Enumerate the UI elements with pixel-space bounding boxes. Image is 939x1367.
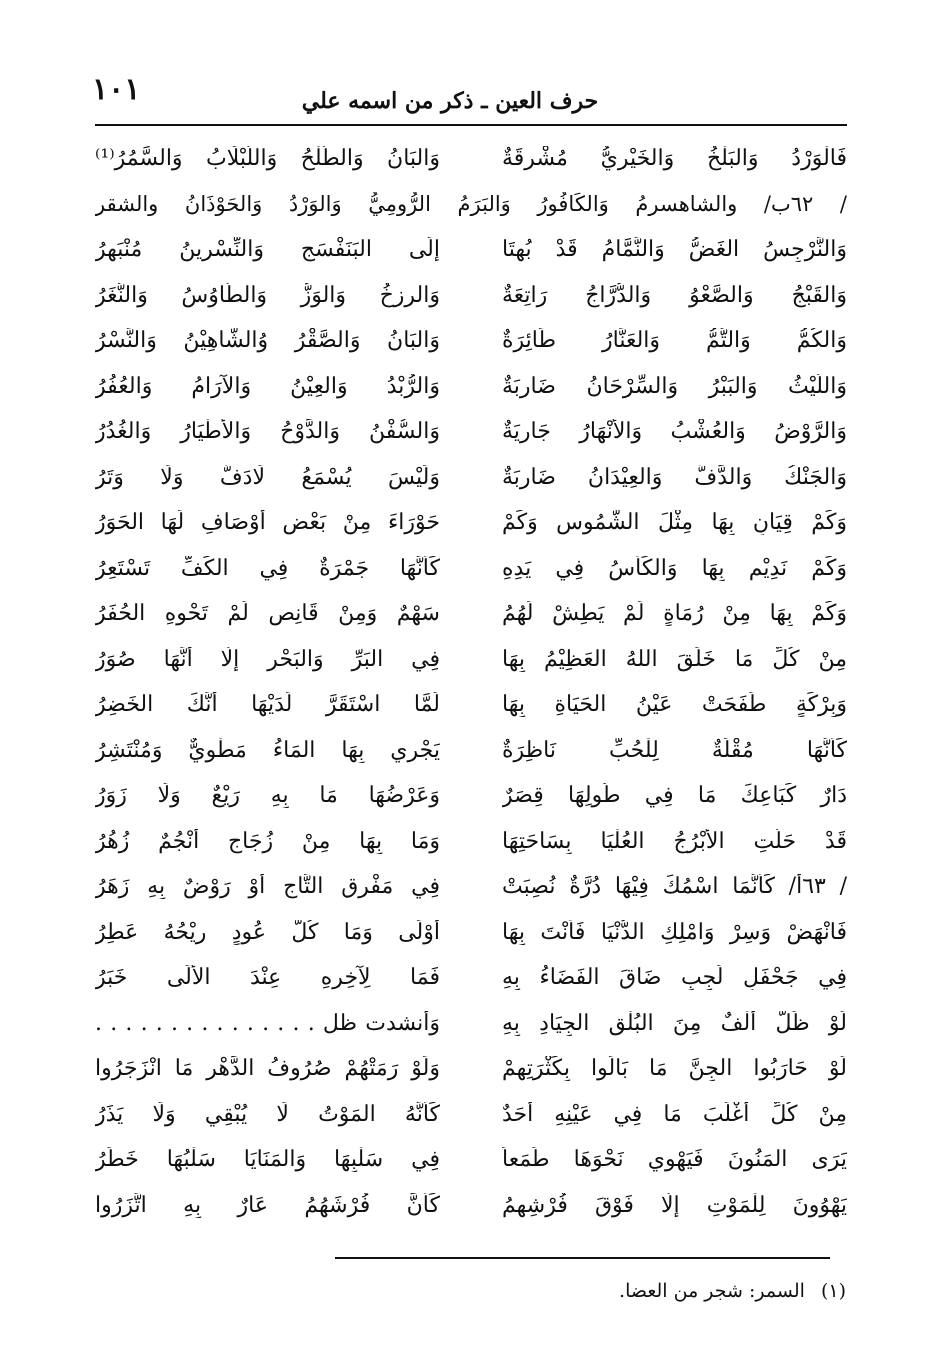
first-hemistich: كَأَنَّهَا مُقْلَةٌ لِلْحُبِّ نَاظِرَةٌ <box>502 737 847 763</box>
second-hemistich: وَالبَانُ وَالصَّقْرُ وُالشَّاهِيْنُ وَالنَّسْرُ <box>95 328 440 353</box>
first-hemistich: دَارٌ كَبَاعِكَ مَا فِي طُولِهَا قِصَرٌ <box>502 783 847 808</box>
first-hemistich: / ٦٣أ/ كَأَنَّمَا اسْمُكَ فِيْهَا دُرَّةٌ نُصِبَتْ <box>502 874 847 899</box>
verse-line <box>95 916 847 962</box>
verse-line <box>95 734 847 780</box>
first-hemistich: لَوْ حَارَبُوا الجِنَّ مَا بَالَوا بِكَثْرَتِهِمْ <box>502 1056 847 1081</box>
second-hemistich: فِي مَفْرِقِ التَّاجِ أَوْ رَوْضٌ بِهِ زَهَرُ <box>95 874 440 899</box>
poem-body <box>95 142 847 1234</box>
second-hemistich: وَالرزخُ وَالوَزُّ وَالطَّاوُسُ وَالنُّغَرُ <box>95 282 440 308</box>
second-hemistich: أَوْلَى وَمَا كُلُّ عُودٍ رِيْحُهُ عَطِرُ <box>95 919 440 945</box>
verse-line <box>95 1189 847 1235</box>
second-hemistich: سَهْمٌ وَمِنْ قَانِصٍ لَمْ تَحْوِهِ الحُفَرُ <box>95 601 440 626</box>
first-hemistich: فِي جَحْفَلٍ لَجِبٍ ضَاقَ الفَضَاءُ بِهِ <box>502 965 847 990</box>
first-hemistich: لَوْ ظَلَّ أَلْفٌ مِنَ البُلْقِ الجِيَادِ بِهِ <box>502 1010 847 1036</box>
verse-line <box>95 415 847 461</box>
verse-line <box>95 779 847 825</box>
verse-line <box>95 961 847 1007</box>
verse-line <box>95 1052 847 1098</box>
first-hemistich: وَالقَبْجُ وَالصَّعْوُ وَالدُّرَّاجُ رَاتِعَةٌ <box>502 282 847 308</box>
first-hemistich: فَالْوَرْدُ وَالبَلْخُ وَالخَيْرِيُّ مُشْرِقَةٌ <box>502 146 847 171</box>
second-hemistich: فَمَا لِآخِرِهِ عِنْدَ الأُلَى خَبَرُ <box>95 965 440 990</box>
verse-line <box>95 1007 847 1053</box>
first-hemistich: وَالرَّوْضُ وَالعُشْبُ وَالأَنْهَارُ جَارِيَةٌ <box>502 419 847 444</box>
verse-line <box>95 370 847 416</box>
verse-line <box>95 597 847 643</box>
second-hemistich: كَأَنَّ فُرْشَهُمُ عَارٌ بِهِ اتَّزَرُوا <box>95 1192 440 1218</box>
second-hemistich: وَمَا بِهَا مِنْ زُجَاجٍ أَنْجُمٌ زُهُرُ <box>95 828 440 854</box>
second-hemistich: وَأنشدت ظل . . . . . . . . . . . . . . . <box>95 1010 440 1036</box>
second-hemistich: كَأَنَّهَا جَمْرَةٌ فِي الكَفِّ تَسْتَعِرُ <box>95 555 440 581</box>
verse-line <box>95 1143 847 1189</box>
verse-line <box>95 461 847 507</box>
first-hemistich: فَانْهَضْ وَسِرْ وَامْلِكِ الدُّنْيَا فَأَنْتَ بِهَا <box>502 919 847 945</box>
second-hemistich: وَالبَانُ وَالطَّلْحُ وَاللَّبْلَابُ وَالسَّمُرُ⁽¹⁾ <box>95 146 440 171</box>
first-hemistich: وَكَمْ قِيَانٍ بِهَا مِثْلَ الشُّمُوسِ وَكَمْ <box>502 510 847 535</box>
second-hemistich: وَالرُّبْدُ وَالعِيْنُ وَالآرَامُ وَالعُفُرُ <box>95 373 440 399</box>
verse-line <box>95 506 847 552</box>
verse-line <box>95 643 847 689</box>
verse-line <box>95 324 847 370</box>
second-hemistich: وَلَوْ رَمَتْهُمْ صُرُوفُ الدَّهْرِ مَا انْزَجَرُوا <box>95 1056 440 1081</box>
first-hemistich: مِنْ كُلِّ مَا خَلَقَ اللهُ العَظِيْمُ بِهَا <box>502 646 847 672</box>
first-hemistich: وَبِرْكَةٍ طَفَحَتْ عَيْنُ الحَيَاةِ بِهَا <box>502 692 847 717</box>
verse-line <box>95 552 847 598</box>
second-hemistich: يَجْرِي بِهَا المَاءُ مَطْوِيٌّ وَمُنْتَشِرُ <box>95 737 440 763</box>
second-hemistich: وَالسُّفْنُ وَالدَّوْحُ وَالأَطْيَارُ وَالغُدُرُ <box>95 419 440 444</box>
second-hemistich: إِلَى البَنَفْسَجِ وَالنِّسْرِينُ مُنْبَهِرُ <box>95 237 440 262</box>
verse-line <box>95 870 847 916</box>
first-hemistich: وَالنَّرْجِسُ الغَضُّ وَالنَّمَّامُ قَدْ بُهِتَا <box>502 237 847 262</box>
second-hemistich: فِي سَلْبِهَا وَالمَنَايَا سَلْبُهَا خَطَرُ <box>95 1147 440 1172</box>
first-hemistich: مِنْ كُلِّ أَغْلَبَ مَا فِي عَيْنِهِ أَحَدٌ <box>502 1101 847 1127</box>
first-hemistich: وَكَمْ بِهَا مِنْ رُمَاةٍ لَمْ يَطِشْ لَهُمُ <box>502 601 847 626</box>
verse-line <box>95 1098 847 1144</box>
footnote <box>400 1280 846 1302</box>
verse-line <box>95 688 847 734</box>
footnote-marker: (١) <box>820 1280 846 1302</box>
first-hemistich: وَالجَنْكُ وَالدَّفُّ وَالعِيْدَانُ ضَارِبَةٌ <box>502 464 847 490</box>
verse-line <box>95 142 847 188</box>
footnote-text: السمر: شجر من العضا. <box>619 1280 805 1302</box>
verse-line <box>95 279 847 325</box>
first-hemistich: وَاللَّيْثُ وَالبَبْرُ وَالسِّرْحَانُ ضَارِبَةٌ <box>502 373 847 399</box>
page-number: ١٠١ <box>92 72 141 107</box>
verse-line <box>95 233 847 279</box>
verse-line <box>95 825 847 871</box>
first-hemistich: وَكَمْ نَدِيْمٍ بِهَا وَالكَأْسُ فِي يَدِهِ <box>502 555 847 581</box>
footnote-rule <box>335 1257 830 1259</box>
second-hemistich: وَلَيْسَ يُسْمَعُ لَادَفٌّ وَلَا وَتَرُ <box>95 464 440 490</box>
second-hemistich: فِي البَرِّ وَالبَحْرِ إِلَّا أَنَّهَا صُوَرُ <box>95 646 440 672</box>
second-hemistich: وَعَرْضُهَا مَا بِهِ رَيْعٌ وَلَا زَوَرُ <box>95 783 440 808</box>
first-hemistich: يَهْوُونَ لِلْمَوْتِ إِلَّا فَوْقَ فُرْشِهِمُ <box>502 1192 847 1218</box>
prose-line <box>95 188 847 234</box>
second-hemistich: لَمَّا اسْتَقَرَّ لَدَيْهَا أَنَّكَ الخَضِرُ <box>95 692 440 717</box>
first-hemistich: يَرَى المَنُونَ فَيَهْوِي نَحْوَهَا طَمَعاً <box>502 1147 847 1172</box>
second-hemistich: حَوْرَاءَ مِنْ بَعْضِ أَوْصَافِ لَهَا الحَوَرُ <box>95 510 440 535</box>
header-rule <box>95 124 847 126</box>
first-hemistich: قَدْ حَلَّتِ الأَبْرُجُ العُلْيَا بِسَاحَتِهَا <box>502 828 847 854</box>
second-hemistich: كَأَنَّهُ المَوْتُ لَا يُبْقِي وَلَا يَذَرُ <box>95 1101 440 1127</box>
prose-text: / ٦٢ب/ والشاهسرمُ وَالكَافُورُ وَالبَرَمُ الرُّومِيُّ وَالوَرْدُ وَالحَوْذَانُ والشقر <box>95 191 847 216</box>
first-hemistich: وَالكُمُّ وَالتُّمُّ وَالعَنَّارُ طَائِرَةٌ <box>502 328 847 353</box>
running-head: حرف العين ـ ذكر من اسمه علي <box>301 88 599 114</box>
